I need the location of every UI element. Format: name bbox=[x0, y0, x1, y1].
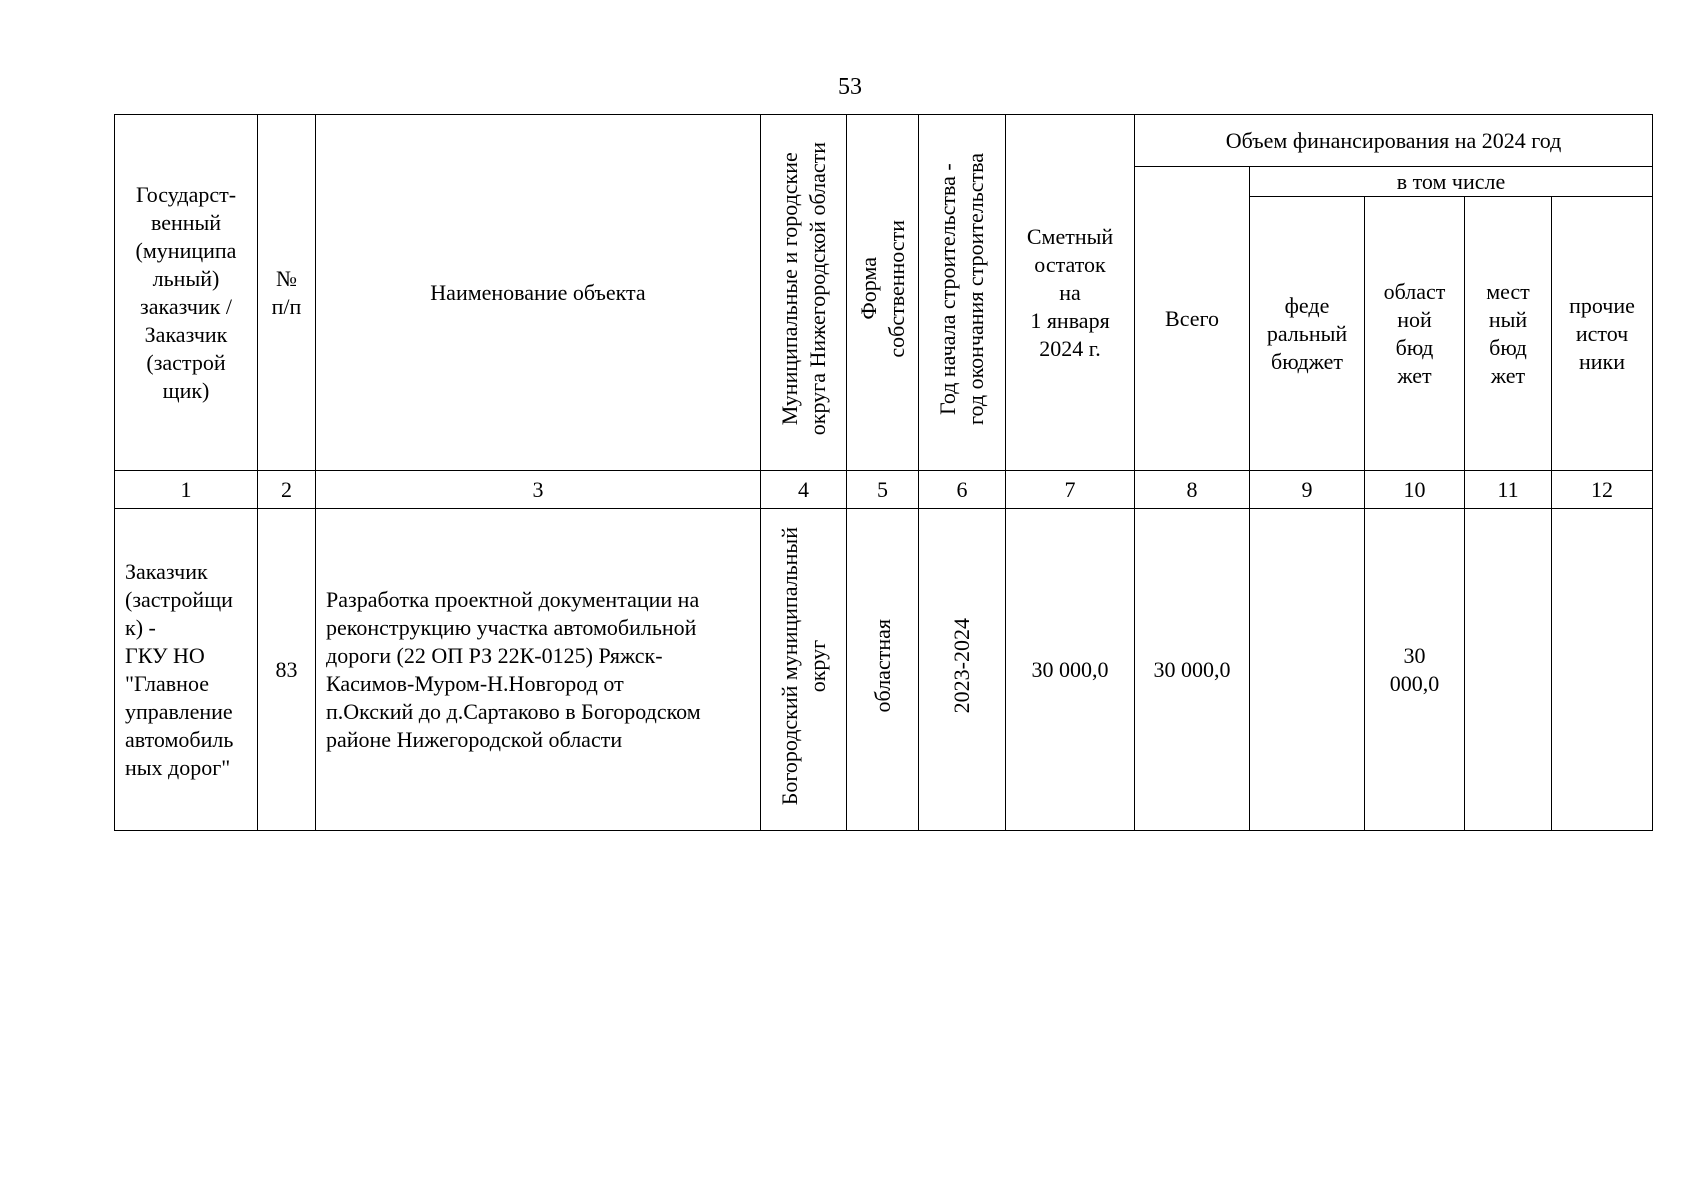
row-total: 30 000,0 bbox=[1135, 509, 1250, 831]
header-regional: област ной бюд жет bbox=[1365, 197, 1465, 471]
header-object-name: Наименование объекта bbox=[316, 115, 761, 471]
column-number: 11 bbox=[1465, 471, 1552, 509]
header-years: Год начала строительства - год окончания строительства bbox=[935, 153, 988, 425]
row-customer: Заказчик (застройщи к) - ГКУ НО "Главное управление автомобиль ных дорог" bbox=[115, 509, 258, 831]
header-district-cell bbox=[761, 115, 847, 471]
row-local bbox=[1465, 509, 1552, 831]
row-federal bbox=[1250, 509, 1365, 831]
header-including: в том числе bbox=[1250, 167, 1653, 197]
financing-table bbox=[114, 114, 1653, 831]
header-ownership: Форма собственности bbox=[855, 220, 909, 358]
header-estimate-balance: Сметный остаток на 1 января 2024 г. bbox=[1006, 115, 1135, 471]
row-other bbox=[1552, 509, 1653, 831]
header-federal: феде ральный бюджет bbox=[1250, 197, 1365, 471]
header-number: № п/п bbox=[258, 115, 316, 471]
header-total: Всего bbox=[1135, 167, 1250, 471]
header-customer: Государст- венный (муниципа льный) заказчик / Заказчик (застрой щик) bbox=[115, 115, 258, 471]
row-object-name: Разработка проектной документации на реконструкцию участка автомобильной дороги (22 ОП РЗ 22К-0125) Ряжск- Касимов-Муром-Н.Новгород от п.Окский до д.Сартаково в Богородском районе Нижегородской области bbox=[316, 509, 761, 831]
column-number: 10 bbox=[1365, 471, 1465, 509]
header-row-1 bbox=[115, 115, 1653, 167]
header-local: мест ный бюд жет bbox=[1465, 197, 1552, 471]
header-funding-group: Объем финансирования на 2024 год bbox=[1135, 115, 1653, 167]
header-years-cell bbox=[919, 115, 1006, 471]
header-ownership-cell bbox=[847, 115, 919, 471]
column-number: 3 bbox=[316, 471, 761, 509]
column-number: 7 bbox=[1006, 471, 1135, 509]
column-number: 8 bbox=[1135, 471, 1250, 509]
column-number: 2 bbox=[258, 471, 316, 509]
row-district-cell bbox=[761, 509, 847, 831]
row-number: 83 bbox=[258, 509, 316, 831]
column-number: 12 bbox=[1552, 471, 1653, 509]
column-number: 4 bbox=[761, 471, 847, 509]
page-number: 53 bbox=[838, 74, 862, 100]
column-number-row bbox=[115, 471, 1653, 509]
header-district: Муниципальные и городские округа Нижегородской области bbox=[776, 142, 830, 436]
column-number: 5 bbox=[847, 471, 919, 509]
column-number: 9 bbox=[1250, 471, 1365, 509]
row-years: 2023-2024 bbox=[949, 618, 974, 714]
header-other: прочие источ ники bbox=[1552, 197, 1653, 471]
row-district: Богородский муниципальный округ bbox=[776, 526, 830, 806]
row-ownership: областная bbox=[869, 619, 895, 713]
row-estimate-balance: 30 000,0 bbox=[1006, 509, 1135, 831]
row-regional: 30 000,0 bbox=[1365, 509, 1465, 831]
column-number: 1 bbox=[115, 471, 258, 509]
table-row bbox=[115, 509, 1653, 831]
row-years-cell bbox=[919, 509, 1006, 831]
column-number: 6 bbox=[919, 471, 1006, 509]
row-ownership-cell bbox=[847, 509, 919, 831]
